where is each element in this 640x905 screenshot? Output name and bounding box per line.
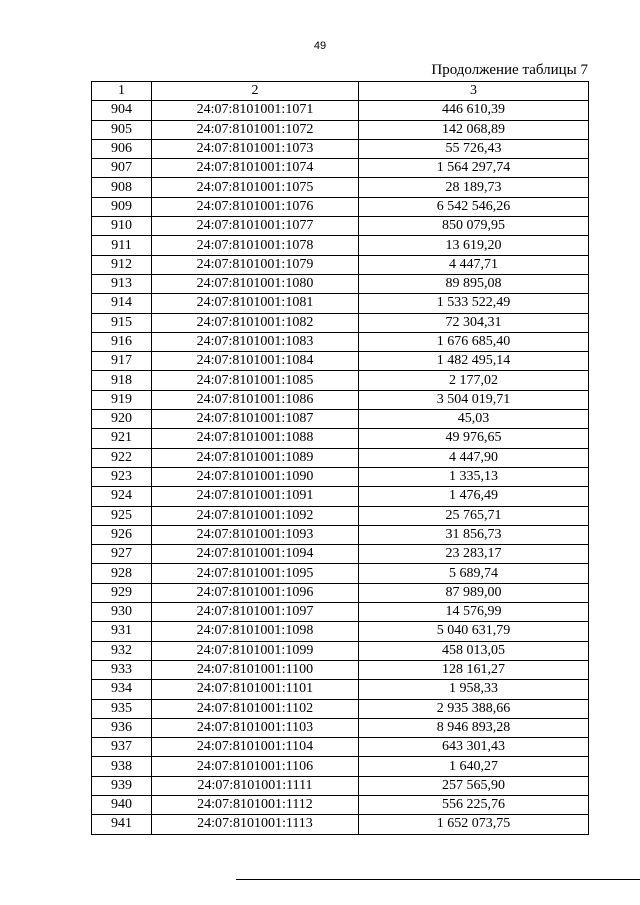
value-cell: 31 856,73	[359, 525, 589, 544]
value-cell: 1 476,49	[359, 487, 589, 506]
value-cell: 4 447,71	[359, 255, 589, 274]
value-cell: 2 935 388,66	[359, 699, 589, 718]
cadastral-number-cell: 24:07:8101001:1104	[152, 738, 359, 757]
row-number-cell: 910	[92, 217, 152, 236]
row-number-cell: 906	[92, 139, 152, 158]
value-cell: 446 610,39	[359, 101, 589, 120]
table-row	[92, 390, 589, 409]
value-cell: 13 619,20	[359, 236, 589, 255]
cadastral-number-cell: 24:07:8101001:1078	[152, 236, 359, 255]
table-row	[92, 448, 589, 467]
row-number-cell: 935	[92, 699, 152, 718]
row-number-cell: 917	[92, 352, 152, 371]
table-row	[92, 159, 589, 178]
value-cell: 6 542 546,26	[359, 197, 589, 216]
value-cell: 5 040 631,79	[359, 622, 589, 641]
table-header-row	[92, 82, 589, 101]
cadastral-number-cell: 24:07:8101001:1089	[152, 448, 359, 467]
table-row	[92, 101, 589, 120]
row-number-cell: 940	[92, 795, 152, 814]
row-number-cell: 928	[92, 564, 152, 583]
value-cell: 556 225,76	[359, 795, 589, 814]
table-row	[92, 506, 589, 525]
cadastral-number-cell: 24:07:8101001:1076	[152, 197, 359, 216]
cadastral-number-cell: 24:07:8101001:1103	[152, 718, 359, 737]
table-row	[92, 795, 589, 814]
cadastral-number-cell: 24:07:8101001:1083	[152, 332, 359, 351]
cadastral-number-cell: 24:07:8101001:1096	[152, 583, 359, 602]
cadastral-number-cell: 24:07:8101001:1079	[152, 255, 359, 274]
cadastral-number-cell: 24:07:8101001:1090	[152, 467, 359, 486]
cadastral-number-cell: 24:07:8101001:1112	[152, 795, 359, 814]
value-cell: 8 946 893,28	[359, 718, 589, 737]
row-number-cell: 908	[92, 178, 152, 197]
value-cell: 89 895,08	[359, 274, 589, 293]
row-number-cell: 914	[92, 294, 152, 313]
cadastral-number-cell: 24:07:8101001:1073	[152, 139, 359, 158]
row-number-cell: 920	[92, 410, 152, 429]
value-cell: 25 765,71	[359, 506, 589, 525]
row-number-cell: 938	[92, 757, 152, 776]
row-number-cell: 918	[92, 371, 152, 390]
table-row	[92, 139, 589, 158]
row-number-cell: 912	[92, 255, 152, 274]
row-number-cell: 916	[92, 332, 152, 351]
page-number: 49	[313, 40, 327, 52]
cadastral-number-cell: 24:07:8101001:1098	[152, 622, 359, 641]
table-row	[92, 699, 589, 718]
row-number-cell: 932	[92, 641, 152, 660]
cadastral-number-cell: 24:07:8101001:1082	[152, 313, 359, 332]
table-body	[92, 101, 589, 834]
cadastral-number-cell: 24:07:8101001:1071	[152, 101, 359, 120]
table-row	[92, 564, 589, 583]
cadastral-number-cell: 24:07:8101001:1074	[152, 159, 359, 178]
row-number-cell: 922	[92, 448, 152, 467]
table-row	[92, 352, 589, 371]
cadastral-number-cell: 24:07:8101001:1075	[152, 178, 359, 197]
value-cell: 45,03	[359, 410, 589, 429]
table-row	[92, 738, 589, 757]
cadastral-number-cell: 24:07:8101001:1091	[152, 487, 359, 506]
table-row	[92, 525, 589, 544]
value-cell: 643 301,43	[359, 738, 589, 757]
cadastral-number-cell: 24:07:8101001:1087	[152, 410, 359, 429]
value-cell: 55 726,43	[359, 139, 589, 158]
value-cell: 1 564 297,74	[359, 159, 589, 178]
cadastral-number-cell: 24:07:8101001:1092	[152, 506, 359, 525]
table-continuation-label: Продолжение таблицы 7	[431, 62, 588, 78]
row-number-cell: 913	[92, 274, 152, 293]
column-header: 2	[152, 82, 359, 101]
cadastral-number-cell: 24:07:8101001:1077	[152, 217, 359, 236]
cadastral-number-cell: 24:07:8101001:1093	[152, 525, 359, 544]
value-cell: 3 504 019,71	[359, 390, 589, 409]
column-header: 3	[359, 82, 589, 101]
cadastral-number-cell: 24:07:8101001:1081	[152, 294, 359, 313]
cadastral-number-cell: 24:07:8101001:1100	[152, 660, 359, 679]
cadastral-number-cell: 24:07:8101001:1084	[152, 352, 359, 371]
row-number-cell: 905	[92, 120, 152, 139]
row-number-cell: 926	[92, 525, 152, 544]
table-row	[92, 815, 589, 834]
table-row	[92, 294, 589, 313]
cadastral-number-cell: 24:07:8101001:1101	[152, 680, 359, 699]
cadastral-number-cell: 24:07:8101001:1085	[152, 371, 359, 390]
value-cell: 850 079,95	[359, 217, 589, 236]
table-row	[92, 371, 589, 390]
cadastral-number-cell: 24:07:8101001:1099	[152, 641, 359, 660]
table-row	[92, 680, 589, 699]
cadastral-number-cell: 24:07:8101001:1097	[152, 603, 359, 622]
table-row	[92, 274, 589, 293]
footer-rule	[236, 879, 640, 880]
cadastral-number-cell: 24:07:8101001:1102	[152, 699, 359, 718]
row-number-cell: 934	[92, 680, 152, 699]
row-number-cell: 923	[92, 467, 152, 486]
cadastral-number-cell: 24:07:8101001:1080	[152, 274, 359, 293]
table-row	[92, 313, 589, 332]
row-number-cell: 930	[92, 603, 152, 622]
table-row	[92, 622, 589, 641]
row-number-cell: 915	[92, 313, 152, 332]
value-cell: 1 676 685,40	[359, 332, 589, 351]
row-number-cell: 919	[92, 390, 152, 409]
value-cell: 257 565,90	[359, 776, 589, 795]
table-row	[92, 429, 589, 448]
row-number-cell: 936	[92, 718, 152, 737]
table-row	[92, 410, 589, 429]
table-row	[92, 120, 589, 139]
table-row	[92, 332, 589, 351]
cadastral-number-cell: 24:07:8101001:1072	[152, 120, 359, 139]
row-number-cell: 933	[92, 660, 152, 679]
value-cell: 4 447,90	[359, 448, 589, 467]
table-row	[92, 487, 589, 506]
row-number-cell: 929	[92, 583, 152, 602]
row-number-cell: 931	[92, 622, 152, 641]
table-row	[92, 583, 589, 602]
value-cell: 72 304,31	[359, 313, 589, 332]
value-cell: 2 177,02	[359, 371, 589, 390]
row-number-cell: 939	[92, 776, 152, 795]
value-cell: 5 689,74	[359, 564, 589, 583]
value-cell: 128 161,27	[359, 660, 589, 679]
value-cell: 1 533 522,49	[359, 294, 589, 313]
table-row	[92, 545, 589, 564]
cadastral-number-cell: 24:07:8101001:1088	[152, 429, 359, 448]
table-row	[92, 467, 589, 486]
row-number-cell: 909	[92, 197, 152, 216]
table-row	[92, 178, 589, 197]
table-row	[92, 217, 589, 236]
value-cell: 1 482 495,14	[359, 352, 589, 371]
row-number-cell: 937	[92, 738, 152, 757]
row-number-cell: 925	[92, 506, 152, 525]
cadastral-number-cell: 24:07:8101001:1111	[152, 776, 359, 795]
value-cell: 1 652 073,75	[359, 815, 589, 834]
table-row	[92, 255, 589, 274]
table-row	[92, 197, 589, 216]
cadastral-number-cell: 24:07:8101001:1086	[152, 390, 359, 409]
value-cell: 458 013,05	[359, 641, 589, 660]
value-cell: 23 283,17	[359, 545, 589, 564]
row-number-cell: 907	[92, 159, 152, 178]
value-cell: 1 958,33	[359, 680, 589, 699]
table-row	[92, 757, 589, 776]
row-number-cell: 904	[92, 101, 152, 120]
value-cell: 1 640,27	[359, 757, 589, 776]
data-table	[91, 81, 589, 835]
value-cell: 142 068,89	[359, 120, 589, 139]
row-number-cell: 911	[92, 236, 152, 255]
cadastral-number-cell: 24:07:8101001:1113	[152, 815, 359, 834]
cadastral-number-cell: 24:07:8101001:1106	[152, 757, 359, 776]
table-row	[92, 236, 589, 255]
value-cell: 28 189,73	[359, 178, 589, 197]
row-number-cell: 927	[92, 545, 152, 564]
table-row	[92, 603, 589, 622]
row-number-cell: 921	[92, 429, 152, 448]
row-number-cell: 941	[92, 815, 152, 834]
value-cell: 49 976,65	[359, 429, 589, 448]
table-row	[92, 718, 589, 737]
cadastral-number-cell: 24:07:8101001:1094	[152, 545, 359, 564]
table-row	[92, 660, 589, 679]
value-cell: 1 335,13	[359, 467, 589, 486]
value-cell: 14 576,99	[359, 603, 589, 622]
table-row	[92, 641, 589, 660]
table-row	[92, 776, 589, 795]
column-header: 1	[92, 82, 152, 101]
row-number-cell: 924	[92, 487, 152, 506]
cadastral-number-cell: 24:07:8101001:1095	[152, 564, 359, 583]
value-cell: 87 989,00	[359, 583, 589, 602]
